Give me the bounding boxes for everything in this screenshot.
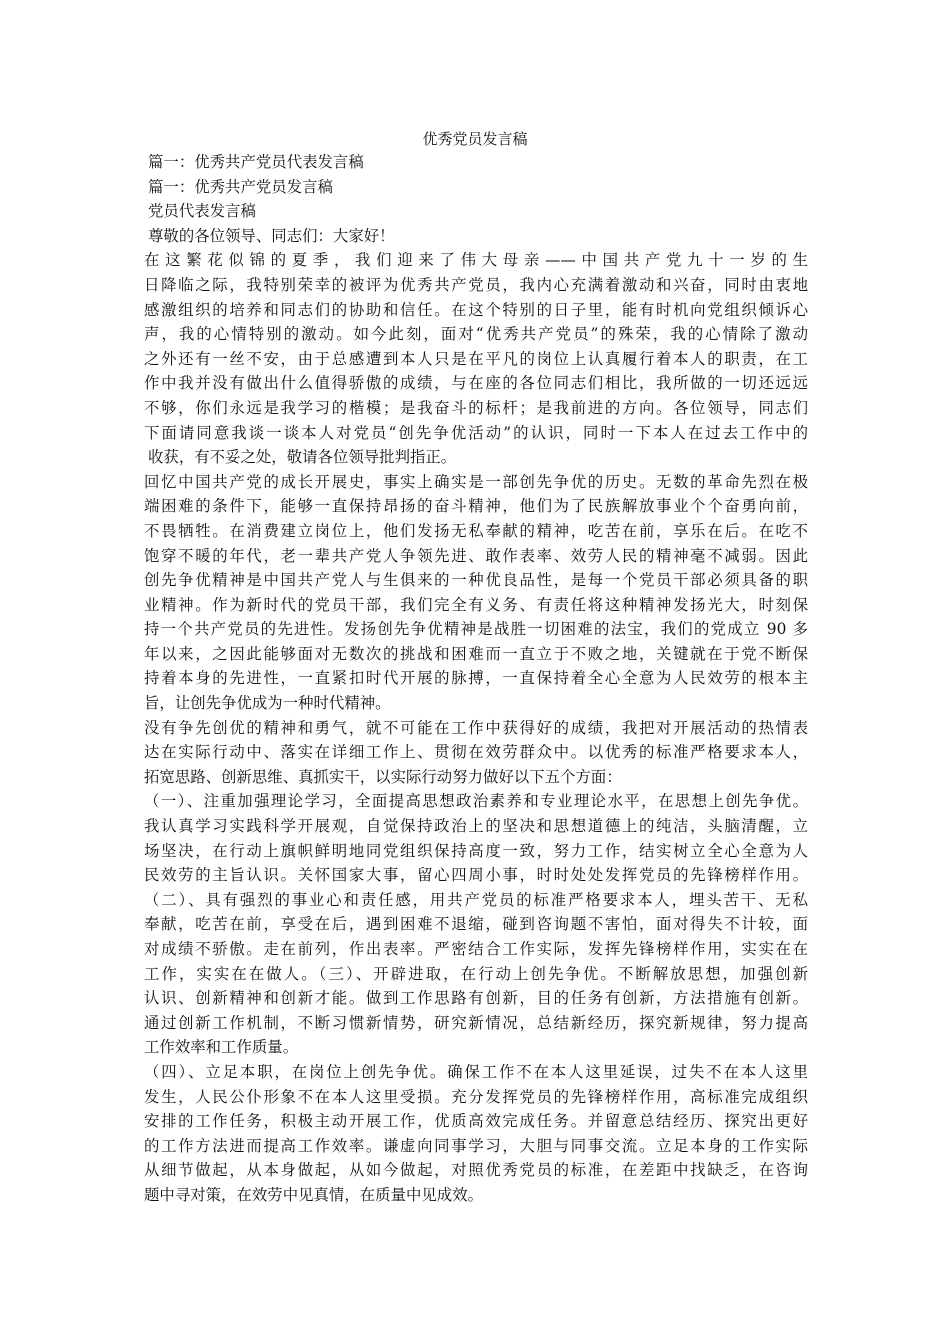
text-line: 旨，让创先争优成为一种时代精神。 xyxy=(144,694,391,713)
text-line: 持一个共产党员的先进性。发扬创先争优精神是战胜一切困难的法宝，我们的党成立 90 多 xyxy=(144,620,808,639)
text-line: 工作效率和工作质量。 xyxy=(144,1038,299,1057)
text-line: 达在实际行动中、落实在详细工作上、贯彻在效劳群众中。以优秀的标准严格要求本人， xyxy=(144,743,808,762)
text-line: 党员代表发言稿 xyxy=(148,202,256,221)
text-line: 篇一：优秀共产党员代表发言稿 xyxy=(148,153,364,171)
text-line: （一）、注重加强理论学习，全面提高思想政治素养和专业理论水平，在思想上创先争优。 xyxy=(144,792,808,811)
text-line: 感激组织的培养和同志们的协助和信任。在这个特别的日子里，能有时机向党组织倾诉心 xyxy=(144,300,808,319)
text-line: 作中我并没有做出什么值得骄傲的成绩，与在座的各位同志们相比，我所做的一切还远远 xyxy=(144,374,808,393)
text-line: 没有争先创优的精神和勇气，就不可能在工作中获得好的成绩，我把对开展活动的热情表 xyxy=(144,718,808,737)
text-line: 民效劳的主旨认识。关怀国家大事，留心四周小事，时时处处发挥党员的先锋榜样作用。 xyxy=(144,866,808,885)
text-line: 年以来，之因此能够面对无数次的挑战和困难而一直立于不败之地，关键就在于党不断保 xyxy=(144,644,808,663)
text-line: 发生，人民公仆形象不在本人这里受损。充分发挥党员的先锋榜样作用，高标准完成组织 xyxy=(144,1087,808,1106)
text-line: 在这繁花似锦的夏季，我们迎来了伟大母亲——中国共产党九十一岁的生 xyxy=(144,251,808,270)
page-title: 优秀党员发言稿 xyxy=(422,130,528,148)
text-line: 场坚决，在行动上旗帜鲜明地同党组织保持高度一致，努力工作，结实树立全心全意为人 xyxy=(144,841,808,860)
text-line: 从细节做起，从本身做起，从如今做起，对照优秀党员的标准，在差距中找缺乏，在咨询 xyxy=(144,1161,808,1180)
text-line: 我认真学习实践科学开展观，自觉保持政治上的坚决和思想道德上的纯洁，头脑清醒，立 xyxy=(144,817,808,836)
text-line: 创先争优精神是中国共产党人与生俱来的一种优良品性，是每一个党员干部必须具备的职 xyxy=(144,571,808,590)
text-line: （四）、立足本职，在岗位上创先争优。确保工作不在本人这里延误，过失不在本人这里 xyxy=(144,1062,808,1081)
text-line: 篇一：优秀共产党员发言稿 xyxy=(148,177,333,196)
text-line: 尊敬的各位领导、同志们：大家好！ xyxy=(148,226,395,245)
text-line: 收获，有不妥之处，敬请各位领导批判指正。 xyxy=(148,448,457,467)
text-line: 端困难的条件下，能够一直保持昂扬的奋斗精神，他们为了民族解放事业个个奋勇向前， xyxy=(144,497,808,516)
text-line: 之外还有一丝不安，由于总感遭到本人只是在平凡的岗位上认真履行着本人的职责，在工 xyxy=(144,349,808,368)
text-line: 工作，实实在在做人。（三）、开辟进取，在行动上创先争优。不断解放思想，加强创新 xyxy=(144,964,808,983)
text-line: 认识、创新精神和创新才能。做到工作思路有创新，目的任务有创新，方法措施有创新。 xyxy=(144,989,808,1008)
text-line: 业精神。作为新时代的党员干部，我们完全有义务、有责任将这种精神发扬光大，时刻保 xyxy=(144,595,808,614)
text-line: 拓宽思路、创新思维、真抓实干，以实际行动努力做好以下五个方面： xyxy=(144,767,622,786)
text-line: 题中寻对策，在效劳中见真情，在质量中见成效。 xyxy=(144,1185,484,1204)
text-line: 安排的工作任务，积极主动开展工作，优质高效完成任务。并留意总结经历、探究出更好 xyxy=(144,1112,808,1131)
text-line: 的工作方法进而提高工作效率。谦虚向同事学习，大胆与同事交流。立足本身的工作实际 xyxy=(144,1136,808,1155)
text-line: 回忆中国共产党的成长开展史，事实上确实是一部创先争优的历史。无数的革命先烈在极 xyxy=(144,472,808,491)
text-line: 日降临之际，我特别荣幸的被评为优秀共产党员，我内心充满着激动和兴奋，同时由衷地 xyxy=(144,275,808,294)
document-body xyxy=(144,150,808,1208)
text-line: 不畏牺牲。在消费建立岗位上，他们发扬无私奉献的精神，吃苦在前，享乐在后。在吃不 xyxy=(144,521,808,540)
text-line: 不够，你们永远是我学习的楷模；是我奋斗的标杆；是我前进的方向。各位领导，同志们 xyxy=(144,398,808,417)
text-line: 下面请同意我谈一谈本人对党员“创先争优活动”的认识，同时一下本人在过去工作中的 xyxy=(144,423,808,442)
text-line: 通过创新工作机制，不断习惯新情势，研究新情况，总结新经历，探究新规律，努力提高 xyxy=(144,1013,808,1032)
text-line: 饱穿不暖的年代，老一辈共产党人争领先进、敢作表率、效劳人民的精神毫不减弱。因此 xyxy=(144,546,808,565)
text-line: （二）、具有强烈的事业心和责任感，用共产党员的标准严格要求本人，埋头苦干、无私 xyxy=(144,890,808,909)
text-line: 声，我的心情特别的激动。如今此刻，面对“优秀共产党员”的殊荣，我的心情除了激动 xyxy=(144,325,808,344)
text-line: 奉献，吃苦在前，享受在后，遇到困难不退缩，碰到咨询题不害怕，面对得失不计较，面 xyxy=(144,915,808,934)
text-line: 持着本身的先进性，一直紧扣时代开展的脉搏，一直保持着全心全意为人民效劳的根本主 xyxy=(144,669,808,688)
text-line: 对成绩不骄傲。走在前列，作出表率。严密结合工作实际，发挥先锋榜样作用，实实在在 xyxy=(144,940,808,958)
